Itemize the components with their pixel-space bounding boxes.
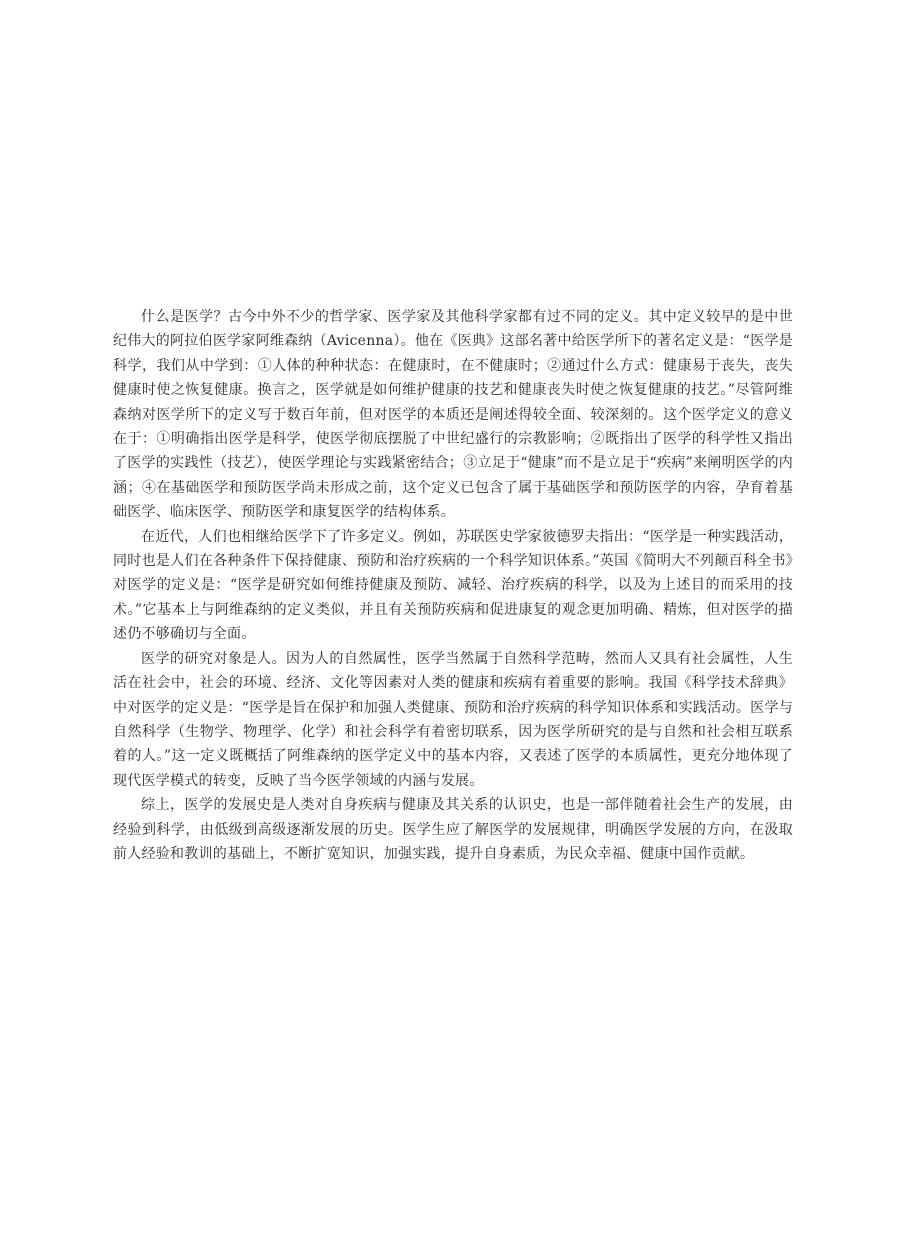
paragraph-modern-definitions: 在近代，人们也相继给医学下了许多定义。例如，苏联医史学家彼德罗夫指出：“医学是一种实践活动，同时也是人们在各种条件下保持健康、预防和治疗疾病的一个科学知识体系。”英国《简明大不列颠百科全书》对医学的定义是：“医学是研究如何维持健康及预防、减轻、治疗疾病的科学，以及为上述目的而采用的技术。”它基本上与阿维森纳的定义类似，并且有关预防疾病和促进康复的观念更加明确、精炼，但对医学的描述仍不够确切与全面。 (113, 528, 793, 643)
paragraph-definition-avicenna: 什么是医学？古今中外不少的哲学家、医学家及其他科学家都有过不同的定义。其中定义较早的是中世纪伟大的阿拉伯医学家阿维森纳（Avicenna）。他在《医典》这部名著中给医学所下的著名定义是：“医学是科学，我们从中学到：①人体的种种状态：在健康时，在不健康时；②通过什么方式：健康易于丧失，丧失健康时使之恢复健康。换言之，医学就是如何维护健康的技艺和健康丧失时使之恢复健康的技艺。”尽管阿维森纳对医学所下的定义写于数百年前，但对医学的本质还是阐述得较全面、较深刻的。这个医学定义的意义在于：①明确指出医学是科学，使医学彻底摆脱了中世纪盛行的宗教影响；②既指出了医学的科学性又指出了医学的实践性（技艺），使医学理论与实践紧密结合；③立足于“健康”而不是立足于“疾病”来阐明医学的内涵；④在基础医学和预防医学尚未形成之前，这个定义已包含了属于基础医学和预防医学的内容，孕育着基础医学、临床医学、预防医学和康复医学的结构体系。 (113, 309, 793, 521)
paragraph-summary: 综上，医学的发展史是人类对自身疾病与健康及其关系的认识史，也是一部伴随着社会生产的发展，由经验到科学，由低级到高级逐渐发展的历史。医学生应了解医学的发展规律，明确医学发展的方向，在汲取前人经验和教训的基础上，不断扩宽知识，加强实践，提升自身素质，为民众幸福、健康中国作贡献。 (113, 797, 793, 862)
body-text (113, 305, 793, 866)
paragraph-research-object: 医学的研究对象是人。因为人的自然属性，医学当然属于自然科学范畴，然而人又具有社会属性，人生活在社会中，社会的环境、经济、文化等因素对人类的健康和疾病有着重要的影响。我国《科学技术辞典》中对医学的定义是：“医学是旨在保护和加强人类健康、预防和治疗疾病的科学知识体系和实践活动。医学与自然科学（生物学、物理学、化学）和社会科学有着密切联系，因为医学所研究的是与自然和社会相互联系着的人。”这一定义既概括了阿维森纳的医学定义中的基本内容，又表述了医学的本质属性，更充分地体现了现代医学模式的转变，反映了当今医学领域的内涵与发展。 (113, 650, 793, 789)
